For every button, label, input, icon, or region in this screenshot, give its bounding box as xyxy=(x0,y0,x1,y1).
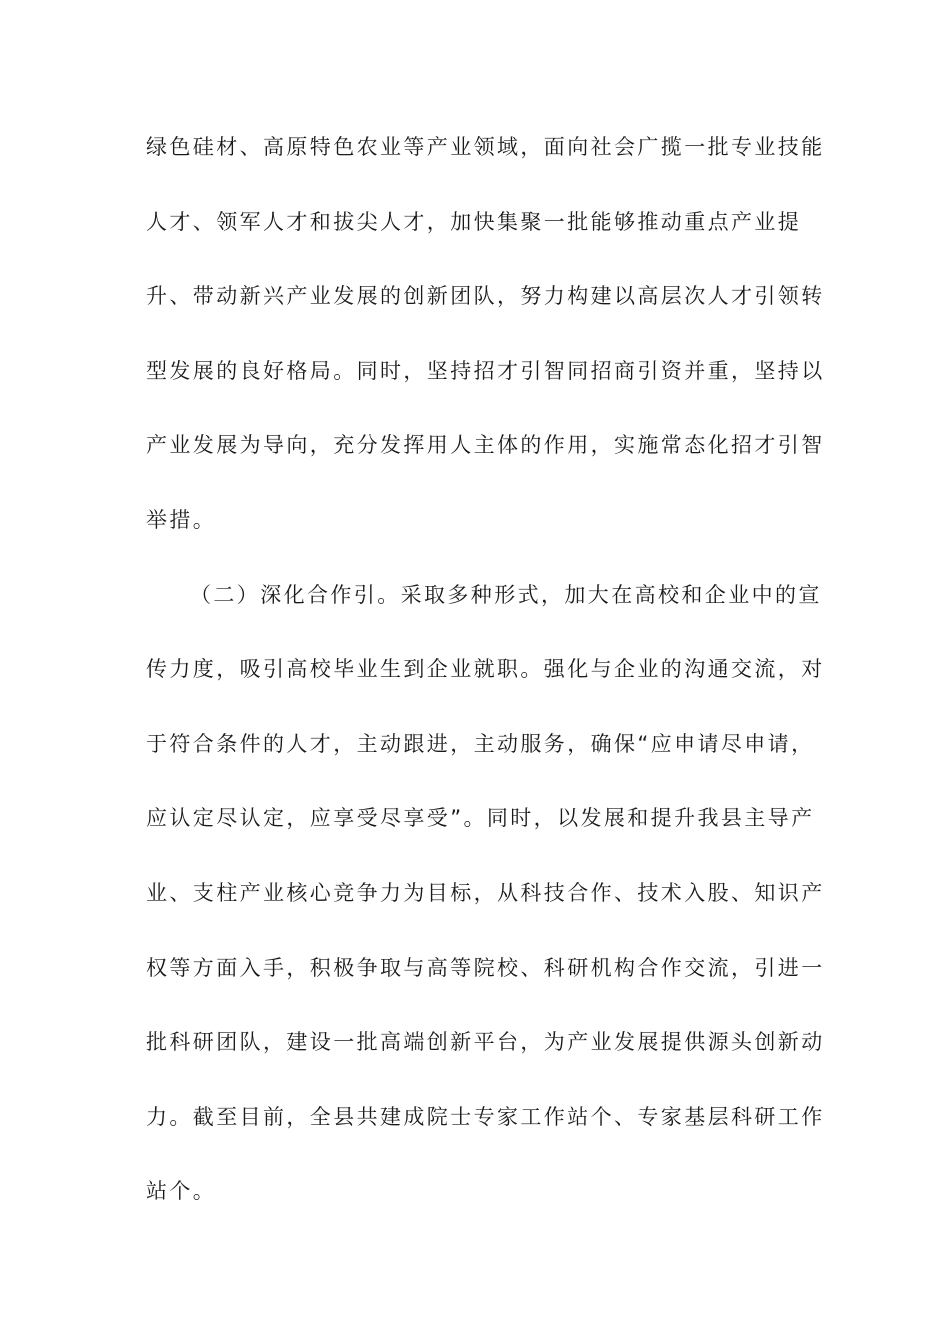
text-line: 权等方面入手，积极争取与高等院校、科研机构合作交流，引进一 xyxy=(146,955,825,980)
text-line: 于符合条件的人才，主动跟进，主动服务，确保“应申请尽申请， xyxy=(146,731,815,756)
document-body xyxy=(146,131,825,1250)
text-line: 举措。 xyxy=(146,507,217,532)
text-line: 业、支柱产业核心竞争力为目标，从科技合作、技术入股、知识产 xyxy=(146,880,825,905)
text-line: 型发展的良好格局。同时，坚持招才引智同招商引资并重，坚持以 xyxy=(146,358,825,383)
text-line: 批科研团队，建设一批高端创新平台，为产业发展提供源头创新动 xyxy=(146,1030,825,1055)
text-line: 力。截至目前，全县共建成院士专家工作站个、专家基层科研工作 xyxy=(146,1104,825,1129)
section-heading-line: （二）深化合作引。采取多种形式，加大在高校和企业中的宣 xyxy=(190,582,822,607)
text-line: 传力度，吸引高校毕业生到企业就职。强化与企业的沟通交流，对 xyxy=(146,657,825,682)
text-line: 升、带动新兴产业发展的创新团队，努力构建以高层次人才引领转 xyxy=(146,284,825,309)
text-line: 产业发展为导向，充分发挥用人主体的作用，实施常态化招才引智 xyxy=(146,433,825,458)
text-line: 绿色硅材、高原特色农业等产业领域，面向社会广揽一批专业技能 xyxy=(146,135,825,159)
text-line: 站个。 xyxy=(146,1179,217,1204)
text-line: 人才、领军人才和拔尖人才，加快集聚一批能够推动重点产业提 xyxy=(146,209,802,234)
text-line: 应认定尽认定，应享受尽享受”。同时，以发展和提升我县主导产 xyxy=(146,806,815,831)
